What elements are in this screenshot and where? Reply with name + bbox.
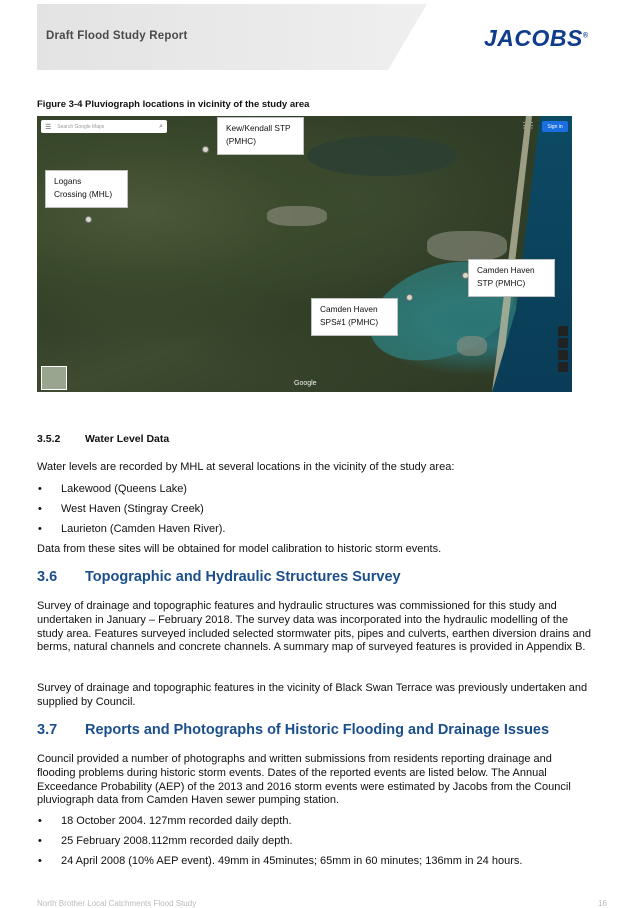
bullet: • bbox=[38, 835, 42, 847]
location-pin[interactable] bbox=[85, 216, 92, 223]
apps-grid-icon[interactable]: ⋮⋮ bbox=[520, 121, 536, 130]
subsection-title: Water Level Data bbox=[85, 433, 170, 445]
subsection-heading-3-5-2 bbox=[37, 433, 169, 445]
section-heading-3-6 bbox=[37, 569, 401, 585]
map-zoom-controls[interactable] bbox=[558, 326, 568, 388]
hamburger-menu-icon[interactable]: ☰ bbox=[45, 123, 52, 131]
zoom-out-icon[interactable] bbox=[558, 362, 568, 372]
location-pin[interactable] bbox=[406, 294, 413, 301]
page-number: 16 bbox=[598, 899, 607, 908]
satellite-map[interactable] bbox=[37, 116, 572, 392]
map-town bbox=[267, 206, 327, 226]
zoom-in-icon[interactable] bbox=[558, 350, 568, 360]
water-level-intro: Water levels are recorded by MHL at several locations in the vicinity of the study area: bbox=[37, 461, 455, 473]
google-attribution: Google bbox=[294, 380, 317, 387]
footer-document-title: North Brother Local Catchments Flood Study bbox=[37, 899, 197, 908]
section-heading-3-7 bbox=[37, 722, 549, 738]
report-title: Draft Flood Study Report bbox=[46, 30, 188, 42]
list-item-text: Laurieton (Camden Haven River). bbox=[61, 523, 226, 535]
map-layers-toggle[interactable] bbox=[41, 366, 67, 390]
list-item-text: 25 February 2008.112mm recorded daily depth. bbox=[61, 835, 293, 847]
callout-camden-haven-sps: Camden Haven SPS#1 (PMHC) bbox=[311, 298, 398, 336]
historic-events-list bbox=[37, 814, 592, 874]
water-level-outro: Data from these sites will be obtained for model calibration to historic storm events. bbox=[37, 543, 442, 555]
logo-registered-mark: ® bbox=[582, 32, 589, 40]
section-title: Topographic and Hydraulic Structures Survey bbox=[85, 569, 401, 585]
survey-paragraph-1: Survey of drainage and topographic features and hydraulic structures was commissioned for this study and undertaken in January – February 2018. The survey data was incorporated into the hydraulic modelling of the study area. Features surveyed included selected stormwater pits, pipes and culverts, earthen diversion drains and berms, natural channels and concrete channels. A summary map of surveyed features is provided in Appendix B. bbox=[37, 600, 591, 654]
section-title: Reports and Photographs of Historic Flooding and Drainage Issues bbox=[85, 722, 550, 738]
list-item bbox=[37, 834, 592, 854]
historic-flooding-paragraph: Council provided a number of photographs and written submissions from residents reporting drainage and flooding problems during historic storm events. Dates of the reported events are listed below. The Annual Exceedance Probability (AEP) of the 2013 and 2016 storm events were estimated by Jacobs from the Council pluviograph data from Camden Haven sewer pumping station. bbox=[37, 753, 571, 807]
figure-caption: Figure 3-4 Pluviograph locations in vicinity of the study area bbox=[37, 99, 310, 110]
bullet: • bbox=[38, 483, 42, 495]
subsection-number: 3.5.2 bbox=[37, 433, 61, 445]
list-item-text: Lakewood (Queens Lake) bbox=[61, 483, 187, 495]
survey-paragraph-2: Survey of drainage and topographic features in the vicinity of Black Swan Terrace was previously undertaken and supplied by Council. bbox=[37, 682, 588, 708]
map-town bbox=[457, 336, 487, 356]
search-icon[interactable]: ⌕ bbox=[159, 122, 163, 130]
page-footer bbox=[37, 899, 607, 908]
list-item bbox=[37, 854, 592, 874]
list-item-text: 24 April 2008 (10% AEP event). 49mm in 45minutes; 65mm in 60 minutes; 136mm in 24 hours. bbox=[61, 855, 523, 867]
compass-icon[interactable] bbox=[558, 326, 568, 336]
list-item bbox=[37, 502, 592, 522]
map-search-box[interactable] bbox=[41, 120, 167, 133]
3d-toggle-icon[interactable] bbox=[558, 338, 568, 348]
bullet: • bbox=[38, 815, 42, 827]
list-item bbox=[37, 814, 592, 834]
bullet: • bbox=[38, 523, 42, 535]
list-item-text: West Haven (Stingray Creek) bbox=[61, 503, 204, 515]
water-level-sites-list bbox=[37, 482, 592, 542]
sign-in-button[interactable]: Sign in bbox=[542, 121, 568, 132]
map-search-placeholder: Search Google Maps bbox=[57, 123, 105, 130]
list-item bbox=[37, 522, 592, 542]
list-item bbox=[37, 482, 592, 502]
bullet: • bbox=[38, 503, 42, 515]
map-town bbox=[427, 231, 507, 261]
callout-camden-haven-stp: Camden Haven STP (PMHC) bbox=[468, 259, 555, 297]
logo-text: JACOBS bbox=[484, 25, 583, 51]
jacobs-logo bbox=[484, 25, 589, 52]
bullet: • bbox=[38, 855, 42, 867]
callout-kew-kendall: Kew/Kendall STP (PMHC) bbox=[217, 117, 304, 155]
section-number: 3.7 bbox=[37, 722, 58, 738]
location-pin[interactable] bbox=[202, 146, 209, 153]
map-lake bbox=[307, 136, 457, 176]
section-number: 3.6 bbox=[37, 569, 58, 585]
list-item-text: 18 October 2004. 127mm recorded daily depth. bbox=[61, 815, 292, 827]
callout-logans-crossing: Logans Crossing (MHL) bbox=[45, 170, 128, 208]
